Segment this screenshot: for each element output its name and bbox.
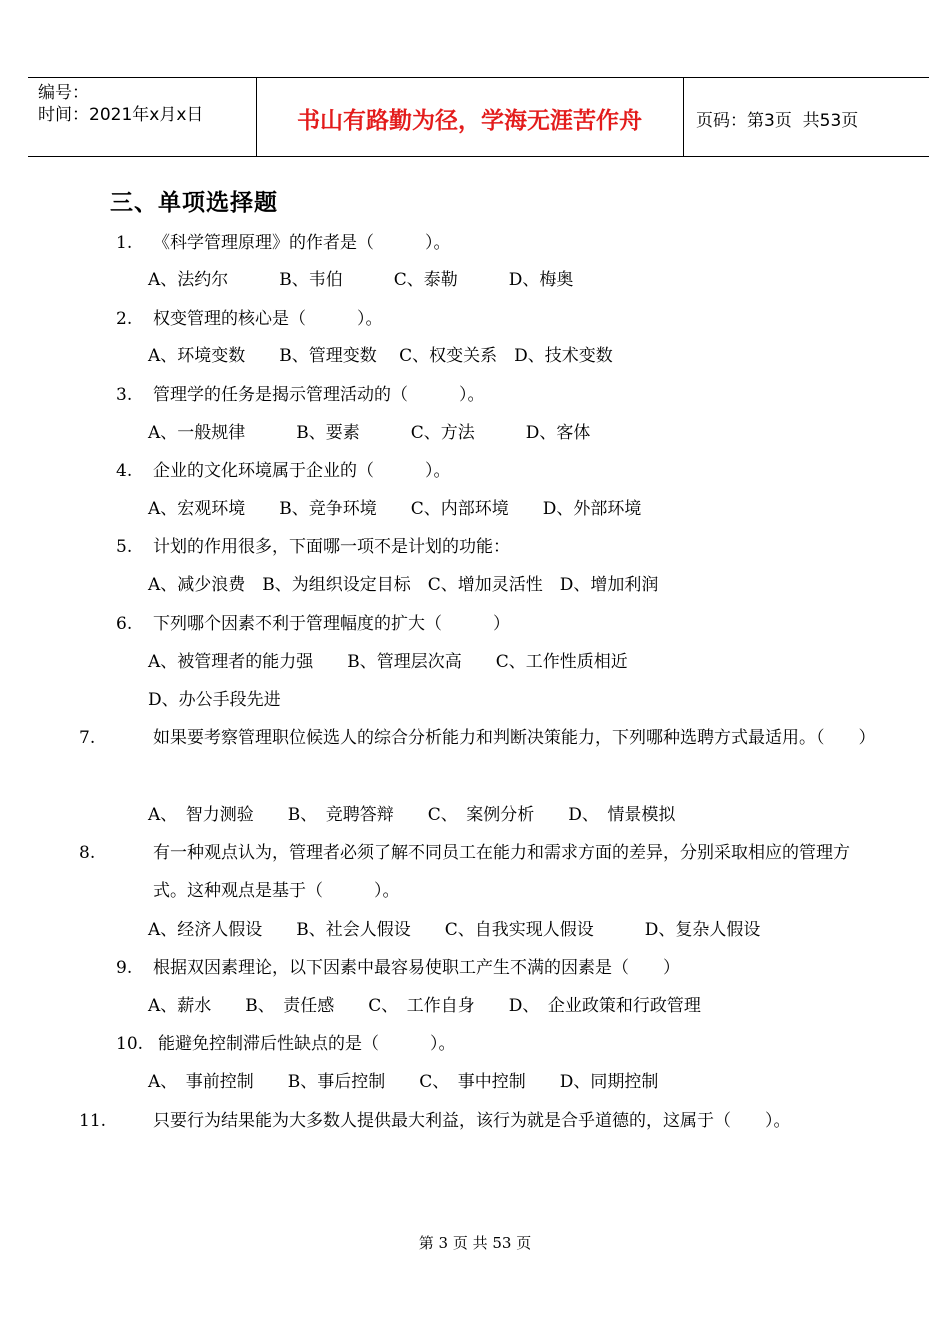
question-number: 7. xyxy=(79,728,96,748)
question-11 xyxy=(79,1102,883,1140)
question-number: 8. xyxy=(79,843,96,863)
question-6-options-extra: D、办公手段先进 xyxy=(148,690,281,710)
question-4-options: A、宏观环境 B、竞争环境 C、内部环境 D、外部环境 xyxy=(148,499,642,519)
question-text: 有一种观点认为，管理者必须了解不同员工在能力和需求方面的差异，分别采取相应的管理方式。这种观点是基于（ ）。 xyxy=(153,843,850,901)
question-6-options: A、被管理者的能力强 B、管理层次高 C、工作性质相近 xyxy=(148,652,628,672)
question-number: 2. xyxy=(116,309,133,329)
question-10-options: A、 事前控制 B、事后控制 C、 事中控制 D、同期控制 xyxy=(148,1072,659,1092)
question-2-options: A、环境变数 B、管理变数 C、权变关系 D、技术变数 xyxy=(148,346,613,366)
question-2 xyxy=(116,300,846,338)
page-footer: 第 3 页 共 53 页 xyxy=(418,1234,532,1252)
question-number: 6. xyxy=(116,614,133,634)
question-text: 根据双因素理论，以下因素中最容易使职工产生不满的因素是（ ） xyxy=(153,958,680,978)
question-3 xyxy=(116,376,846,414)
question-text: 如果要考察管理职位候选人的综合分析能力和判断决策能力，下列哪种选聘方式最适用。（ ） xyxy=(153,728,876,748)
question-9-options: A、薪水 B、 责任感 C、 工作自身 D、 企业政策和行政管理 xyxy=(148,996,701,1016)
header-meta xyxy=(38,82,203,126)
question-5 xyxy=(116,528,846,566)
question-number: 4. xyxy=(116,461,133,481)
header-page-info: 页码：第3页 共53页 xyxy=(696,111,859,131)
question-9 xyxy=(116,949,846,987)
question-number: 5. xyxy=(116,537,133,557)
header-number-label: 编号： xyxy=(38,83,89,103)
question-7 xyxy=(79,719,883,757)
section-title: 三、单项选择题 xyxy=(110,190,278,216)
header-time-label: 时间：2021年x月x日 xyxy=(38,105,204,125)
header-divider xyxy=(683,78,684,156)
question-8-options: A、经济人假设 B、社会人假设 C、自我实现人假设 D、复杂人假设 xyxy=(148,920,761,940)
question-text: 《科学管理原理》的作者是（ ）。 xyxy=(153,233,451,253)
question-3-options: A、一般规律 B、要素 C、方法 D、客体 xyxy=(148,423,591,443)
header-slogan: 书山有路勤为径，学海无涯苦作舟 xyxy=(297,108,642,134)
question-10 xyxy=(116,1025,846,1063)
question-5-options: A、减少浪费 B、为组织设定目标 C、增加灵活性 D、增加利润 xyxy=(148,575,659,595)
question-text: 权变管理的核心是（ ）。 xyxy=(153,309,383,329)
question-text: 计划的作用很多，下面哪一项不是计划的功能： xyxy=(153,537,510,557)
question-6 xyxy=(116,605,846,643)
question-text: 下列哪个因素不利于管理幅度的扩大（ ） xyxy=(153,614,510,634)
question-number: 11. xyxy=(79,1111,107,1131)
question-1-options: A、法约尔 B、韦伯 C、泰勒 D、梅奥 xyxy=(148,270,574,290)
question-text: 管理学的任务是揭示管理活动的（ ）。 xyxy=(153,385,485,405)
question-text: 能避免控制滞后性缺点的是（ ）。 xyxy=(158,1034,456,1054)
question-number: 1. xyxy=(116,233,133,253)
question-text: 企业的文化环境属于企业的（ ）。 xyxy=(153,461,451,481)
question-number: 10. xyxy=(116,1034,144,1054)
question-text: 只要行为结果能为大多数人提供最大利益，该行为就是合乎道德的，这属于（ ）。 xyxy=(153,1111,791,1131)
page-header xyxy=(28,77,929,157)
question-8 xyxy=(79,834,883,910)
question-number: 3. xyxy=(116,385,133,405)
question-4 xyxy=(116,452,846,490)
question-7-options: A、 智力测验 B、 竞聘答辩 C、 案例分析 D、 情景模拟 xyxy=(148,805,676,825)
question-number: 9. xyxy=(116,958,133,978)
question-1 xyxy=(116,224,846,262)
